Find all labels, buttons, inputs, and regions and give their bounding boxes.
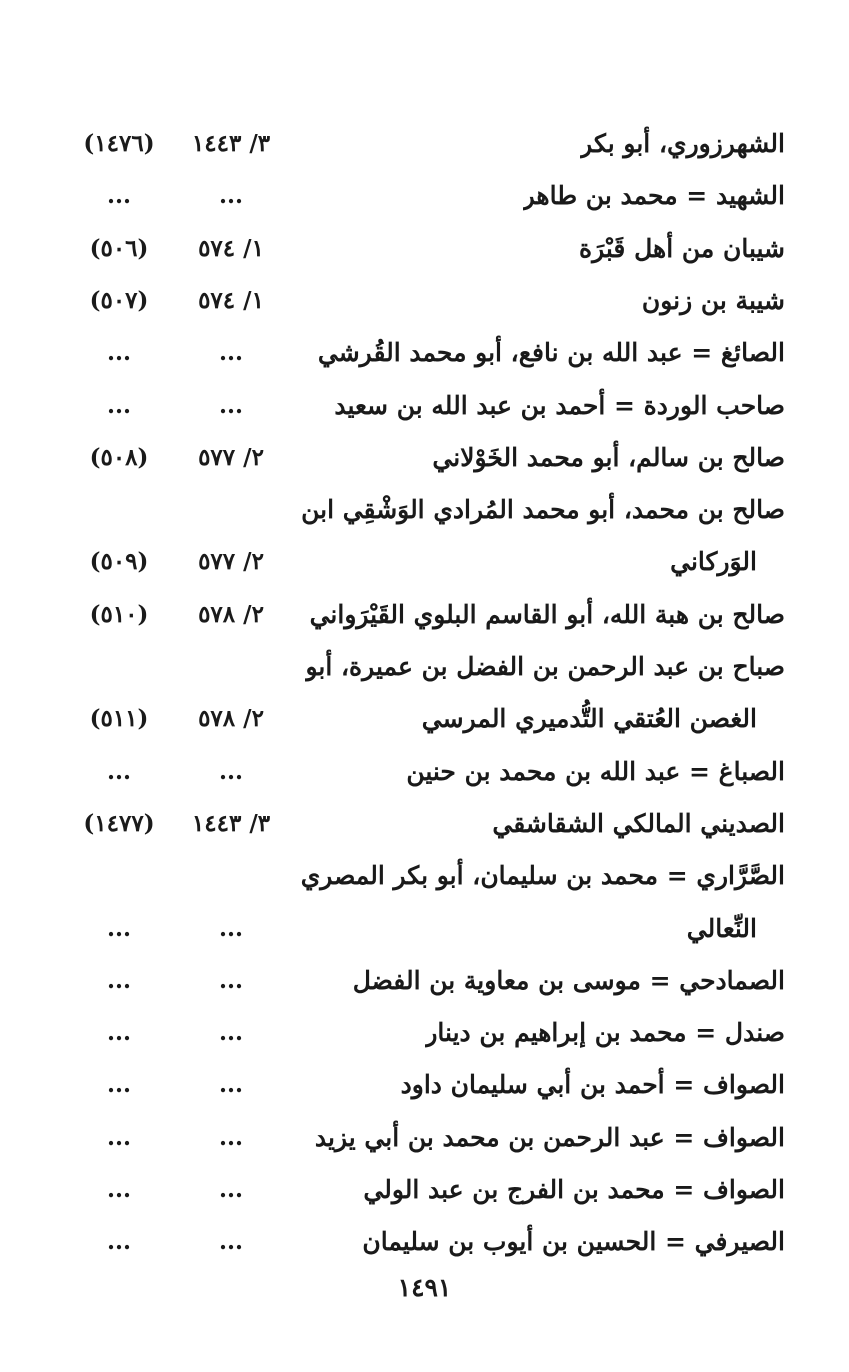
entry-number xyxy=(76,850,162,902)
entry-volume-page: ... xyxy=(218,1071,244,1099)
entry-volume-page xyxy=(186,484,276,536)
entry-volume-page: ... xyxy=(218,1123,244,1151)
entry-name: صالح بن سالم، أبو محمد الخَوْلاني xyxy=(432,442,785,472)
entry-number: ... xyxy=(106,914,132,942)
entry-number: ... xyxy=(106,339,132,367)
index-entry xyxy=(0,223,849,275)
entry-number: ... xyxy=(106,1019,132,1047)
entry-volume-page: ٢/ ٥٧٧ xyxy=(198,443,264,471)
index-entry xyxy=(0,1216,849,1268)
entry-volume-page: ... xyxy=(218,1019,244,1047)
entry-volume-page: ١/ ٥٧٤ xyxy=(198,286,264,314)
entry-volume-page: ... xyxy=(218,757,244,785)
entry-volume-page: ٣/ ١٤٤٣ xyxy=(191,130,271,157)
entry-volume-page: ... xyxy=(218,339,244,367)
entry-number: ... xyxy=(106,757,132,785)
entry-name: الصائغ = عبد الله بن نافع، أبو محمد القُرشي xyxy=(317,338,785,368)
entry-number: ... xyxy=(106,966,132,994)
index-entry xyxy=(0,955,849,1007)
entry-number: ... xyxy=(106,1071,132,1099)
entry-name: شيبة بن زنون xyxy=(641,285,785,315)
entry-name: صالح بن هبة الله، أبو القاسم البلوي القَيْرَواني xyxy=(309,599,785,629)
index-entry xyxy=(0,380,849,432)
index-entry xyxy=(0,1059,849,1111)
entry-number: (٥١٠) xyxy=(89,600,149,628)
entry-name: الوَركاني xyxy=(670,547,757,577)
entry-name: الصيرفي = الحسين بن أيوب بن سليمان xyxy=(362,1227,785,1257)
index-entry xyxy=(0,589,849,641)
entry-name: النِّعالي xyxy=(686,913,757,943)
index-entry xyxy=(0,118,849,170)
index-entry xyxy=(0,432,849,484)
entry-number: (١٤٧٧) xyxy=(83,809,155,837)
entry-number: (٥٠٦) xyxy=(89,234,149,262)
index-entry xyxy=(0,693,849,745)
entry-volume-page: ... xyxy=(218,1228,244,1256)
entry-volume-page: ٢/ ٥٧٨ xyxy=(198,600,264,628)
entry-number: ... xyxy=(106,182,132,210)
entry-number: ... xyxy=(106,391,132,419)
entry-number: (٥٠٧) xyxy=(89,286,149,314)
index-entry xyxy=(0,327,849,379)
entry-volume-page: ٣/ ١٤٤٣ xyxy=(191,809,271,837)
index-entry xyxy=(0,903,849,955)
entry-number: ... xyxy=(106,1123,132,1151)
index-entry xyxy=(0,746,849,798)
index-entry xyxy=(0,275,849,327)
index-entry xyxy=(0,170,849,222)
index-entry xyxy=(0,850,849,902)
index-entry xyxy=(0,641,849,693)
index-entry xyxy=(0,1007,849,1059)
entry-name: الصَّرَّاري = محمد بن سليمان، أبو بكر المصري xyxy=(300,861,785,891)
entry-volume-page: ... xyxy=(218,914,244,942)
index-entry xyxy=(0,484,849,536)
entry-number: (٥١١) xyxy=(89,705,149,733)
entry-volume-page: ... xyxy=(218,966,244,994)
entry-volume-page: ... xyxy=(218,391,244,419)
entry-name: صاحب الوردة = أحمد بن عبد الله بن سعيد xyxy=(334,390,785,420)
entry-name: الصواف = محمد بن الفرج بن عبد الولي xyxy=(363,1175,785,1204)
entry-number: ... xyxy=(106,1176,132,1203)
entry-name: الصمادحي = موسى بن معاوية بن الفضل xyxy=(352,965,785,995)
index-entry xyxy=(0,1112,849,1164)
entry-name: الغصن العُتقي التُّدميري المرسي xyxy=(421,704,757,734)
entry-number: (١٤٧٦) xyxy=(83,130,155,157)
entry-volume-page xyxy=(186,850,276,902)
entry-name: صباح بن عبد الرحمن بن الفضل بن عميرة، أبو xyxy=(305,652,785,681)
entry-number xyxy=(76,484,162,536)
entry-volume-page: ٢/ ٥٧٨ xyxy=(198,705,264,733)
entry-name: الصواف = عبد الرحمن بن محمد بن أبي يزيد xyxy=(314,1122,785,1152)
entry-name: الصواف = أحمد بن أبي سليمان داود xyxy=(400,1070,785,1100)
entry-name: الصديني المالكي الشقاشقي xyxy=(492,808,785,838)
entry-name: صالح بن محمد، أبو محمد المُرادي الوَشْقِي ابن xyxy=(301,495,785,525)
entry-number: (٥٠٨) xyxy=(89,443,149,471)
entry-volume-page: ... xyxy=(218,1176,244,1203)
entry-name: صندل = محمد بن إبراهيم بن دينار xyxy=(425,1018,785,1048)
entry-number: ... xyxy=(106,1228,132,1256)
entry-volume-page: ... xyxy=(218,182,244,210)
entry-volume-page xyxy=(186,641,276,693)
index-entry xyxy=(0,798,849,850)
page-number: ١٤٩١ xyxy=(397,1273,452,1302)
entry-number xyxy=(76,641,162,693)
entry-volume-page: ١/ ٥٧٤ xyxy=(198,234,264,262)
entry-name: الصباغ = عبد الله بن محمد بن حنين xyxy=(406,756,785,786)
index-entry xyxy=(0,536,849,588)
entry-name: شيبان من أهل قَبْرَة xyxy=(579,233,785,263)
entry-number: (٥٠٩) xyxy=(89,548,149,576)
entry-volume-page: ٢/ ٥٧٧ xyxy=(198,548,264,576)
index-entry xyxy=(0,1164,849,1216)
entry-name: الشهرزوري، أبو بكر xyxy=(580,129,785,158)
entry-name: الشهيد = محمد بن طاهر xyxy=(522,181,785,211)
